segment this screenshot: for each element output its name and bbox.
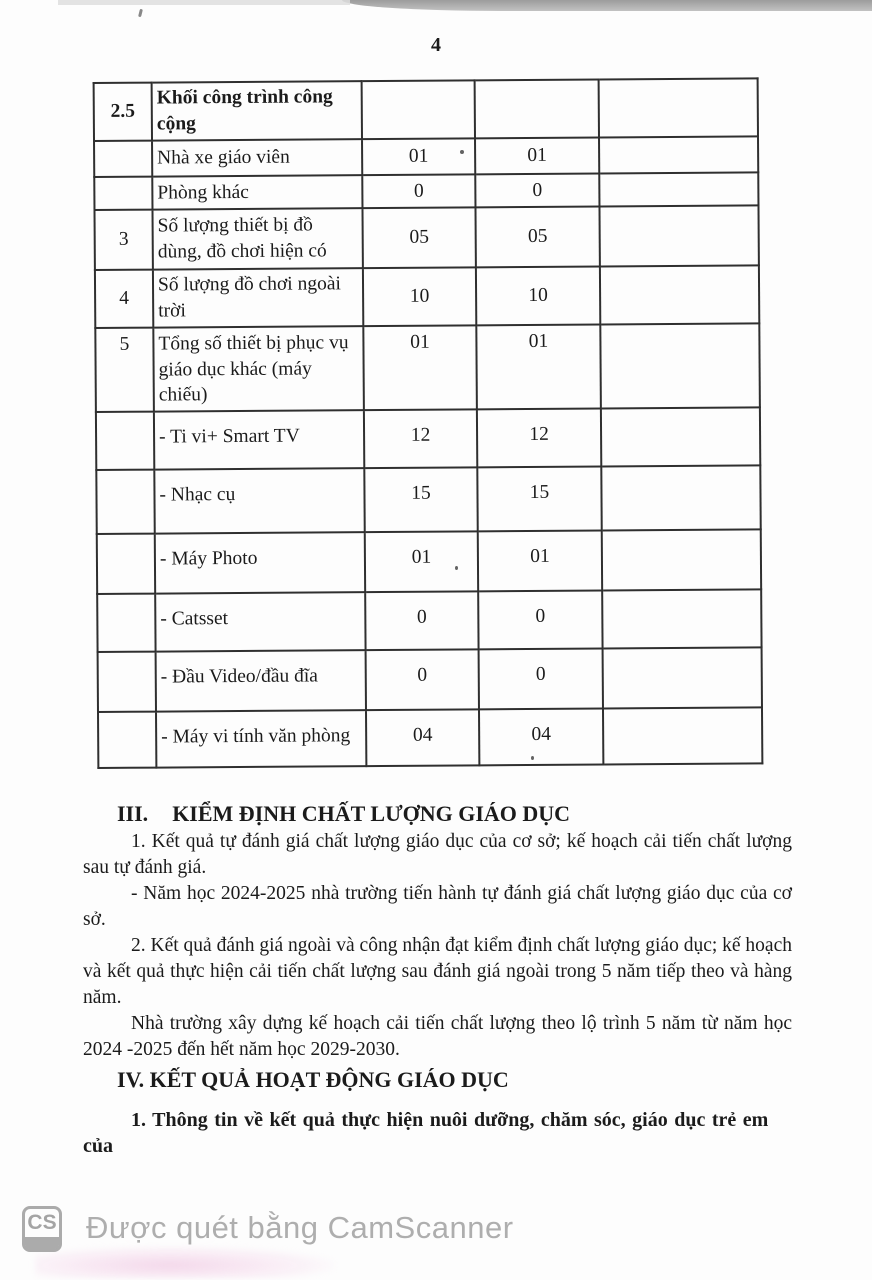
table-row [97, 530, 761, 595]
table-row [94, 78, 758, 141]
value-col1-cell [362, 80, 475, 139]
value-col1-cell: 10 [363, 267, 476, 326]
paragraph-external-assessment: 2. Kết quả đánh giá ngoài và công nhận đạt kiểm định chất lượng giáo dục; kế hoạch và kết quả thực hiện cải tiến chất lượng sau đánh giá ngoài trong 5 năm tiếp theo và hàng năm. [83, 935, 792, 1008]
notes-cell [602, 530, 761, 591]
value-col2-cell [475, 79, 599, 138]
paragraph-improvement-plan: Nhà trường xây dựng kế hoạch cải tiến chất lượng theo lộ trình 5 năm từ năm học 2024 -2025 đến hết năm học 2029-2030. [83, 1013, 792, 1060]
row-number-cell [98, 712, 156, 768]
notes-cell [601, 466, 760, 531]
value-col2-cell: 0 [475, 173, 599, 207]
value-col2-cell: 15 [477, 467, 601, 532]
scan-artifact-mark [138, 9, 143, 17]
row-label-cell: Nhà xe giáo viên [152, 139, 362, 176]
section-iii-title: KIỂM ĐỊNH CHẤT LƯỢNG GIÁO DỤC [172, 801, 571, 826]
notes-cell [599, 172, 758, 206]
section-iii-number: III. [117, 801, 149, 826]
table-row [94, 172, 758, 210]
value-col2-cell: 0 [478, 591, 602, 650]
value-col1-cell: 04 [366, 710, 479, 767]
row-label-cell: Số lượng đồ chơi ngoài trời [153, 268, 363, 327]
scan-smudge [35, 1246, 335, 1278]
section-heading-iii [83, 799, 792, 829]
camscanner-watermark-text: Được quét bằng CamScanner [86, 1210, 514, 1245]
row-label-cell: Số lượng thiết bị đồ dùng, đồ chơi hiện có [152, 208, 362, 269]
row-label-cell: - Nhạc cụ [154, 468, 364, 533]
camscanner-badge-label: CS [27, 1211, 57, 1234]
table-row [94, 136, 758, 177]
table-row [96, 408, 760, 471]
value-col1-cell: 05 [362, 207, 475, 268]
table-row [94, 205, 758, 270]
value-col1-cell: 15 [364, 468, 477, 533]
notes-cell [599, 136, 758, 173]
value-col2-cell: 10 [476, 266, 600, 325]
value-col1-cell: 0 [366, 650, 479, 711]
row-label-cell: - Đầu Video/đầu đĩa [156, 650, 366, 711]
value-col2-cell: 12 [477, 409, 601, 468]
value-col1-cell: 0 [362, 174, 475, 208]
notes-cell [600, 323, 760, 408]
value-col2-cell: 01 [475, 137, 599, 174]
equipment-table [93, 77, 764, 769]
row-label-cell: Phòng khác [152, 175, 362, 209]
table-row [97, 590, 761, 653]
equipment-table-body [94, 78, 763, 768]
notes-cell [599, 205, 758, 266]
value-col2-cell: 01 [476, 324, 601, 409]
equipment-table-wrapper [93, 77, 762, 769]
row-label-cell: - Máy vi tính văn phòng [156, 710, 366, 767]
section-heading-iv: IV. KẾT QUẢ HOẠT ĐỘNG GIÁO DỤC [117, 1067, 509, 1092]
value-col2-cell: 0 [479, 649, 603, 710]
row-number-cell: 5 [95, 328, 154, 413]
value-col2-cell: 01 [478, 531, 602, 592]
document-body-text [83, 799, 792, 1159]
row-label-cell: Khối công trình công cộng [152, 81, 362, 140]
camscanner-badge-bar [25, 1237, 59, 1249]
notes-cell [603, 648, 762, 709]
paragraph-school-year: - Năm học 2024-2025 nhà trường tiến hành tự đánh giá chất lượng giáo dục của cơ sở. [83, 883, 792, 930]
row-label-cell: Tổng số thiết bị phục vụ giáo dục khác (máy chiếu) [153, 326, 364, 412]
value-col1-cell: 12 [364, 410, 477, 469]
value-col1-cell: 01 [363, 325, 477, 410]
row-number-cell [98, 652, 156, 712]
row-number-cell [94, 141, 152, 177]
row-number-cell [97, 534, 155, 594]
row-label-cell: - Catsset [155, 592, 365, 651]
table-row [98, 708, 762, 769]
camscanner-logo-icon [22, 1206, 62, 1252]
row-number-cell [97, 594, 155, 652]
value-col1-cell: 01 [365, 532, 478, 593]
table-row [98, 648, 762, 713]
notes-cell [602, 590, 761, 649]
paragraph-results-intro: 1. Thông tin về kết quả thực hiện nuôi dưỡng, chăm sóc, giáo dục trẻ em của [83, 1109, 769, 1157]
row-number-cell: 3 [94, 210, 152, 270]
paragraph-self-assessment: 1. Kết quả tự đánh giá chất lượng giáo dục của cơ sở; kế hoạch cải tiến chất lượng sau tự đánh giá. [83, 831, 792, 878]
notes-cell [603, 708, 762, 765]
row-number-cell: 4 [95, 270, 153, 328]
table-row [95, 265, 759, 328]
table-row [95, 323, 760, 412]
row-number-cell [96, 470, 154, 534]
scan-edge-band [342, 0, 872, 11]
row-number-cell [94, 177, 152, 210]
notes-cell [599, 78, 758, 137]
page-number: 4 [431, 34, 441, 56]
value-col1-cell: 0 [365, 592, 478, 651]
row-label-cell: - Máy Photo [155, 532, 365, 593]
notes-cell [600, 265, 759, 324]
value-col2-cell: 04 [479, 709, 603, 766]
row-number-cell: 2.5 [94, 83, 152, 141]
value-col2-cell: 05 [475, 206, 599, 267]
row-number-cell [96, 412, 154, 470]
row-label-cell: - Ti vi+ Smart TV [154, 410, 364, 469]
notes-cell [601, 408, 760, 467]
value-col1-cell: 01 [362, 138, 475, 175]
scan-edge-band-light [58, 0, 350, 5]
table-row [96, 466, 760, 535]
